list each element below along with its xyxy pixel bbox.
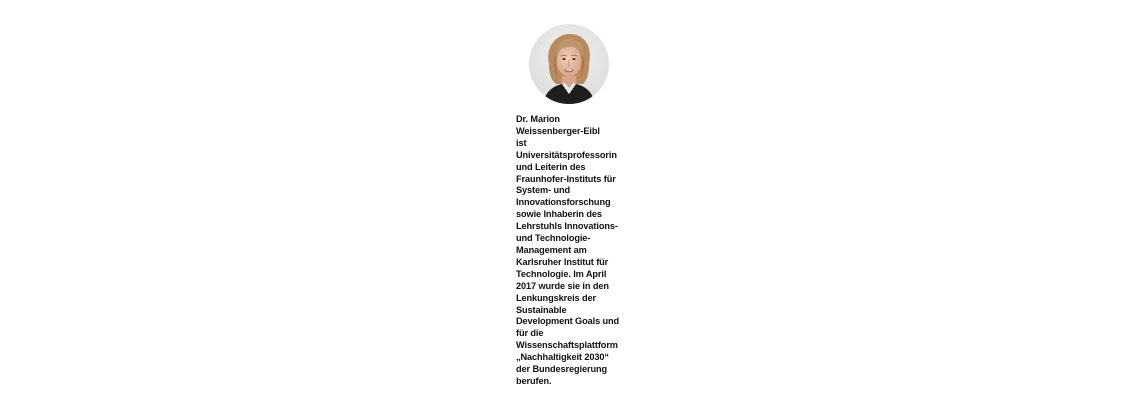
portrait-photo-icon (529, 24, 609, 104)
bio-text: Dr. Marion Weissenberger-Eibl ist Universitätsprofessorin und Leiterin des Fraunhofer-Instituts für System- und Innovationsforschung sowie Inhaberin des Lehrstuhls Innovations- und Technologie- Management am Karlsruher Institut für Technologie. Im April 2017 wurde sie in den Lenkungskreis der Sustainable Development Goals und für die Wissenschaftsplattform „Nachhaltigkeit 2030“ der Bundesregierung berufen. (516, 114, 620, 386)
avatar (529, 24, 609, 104)
